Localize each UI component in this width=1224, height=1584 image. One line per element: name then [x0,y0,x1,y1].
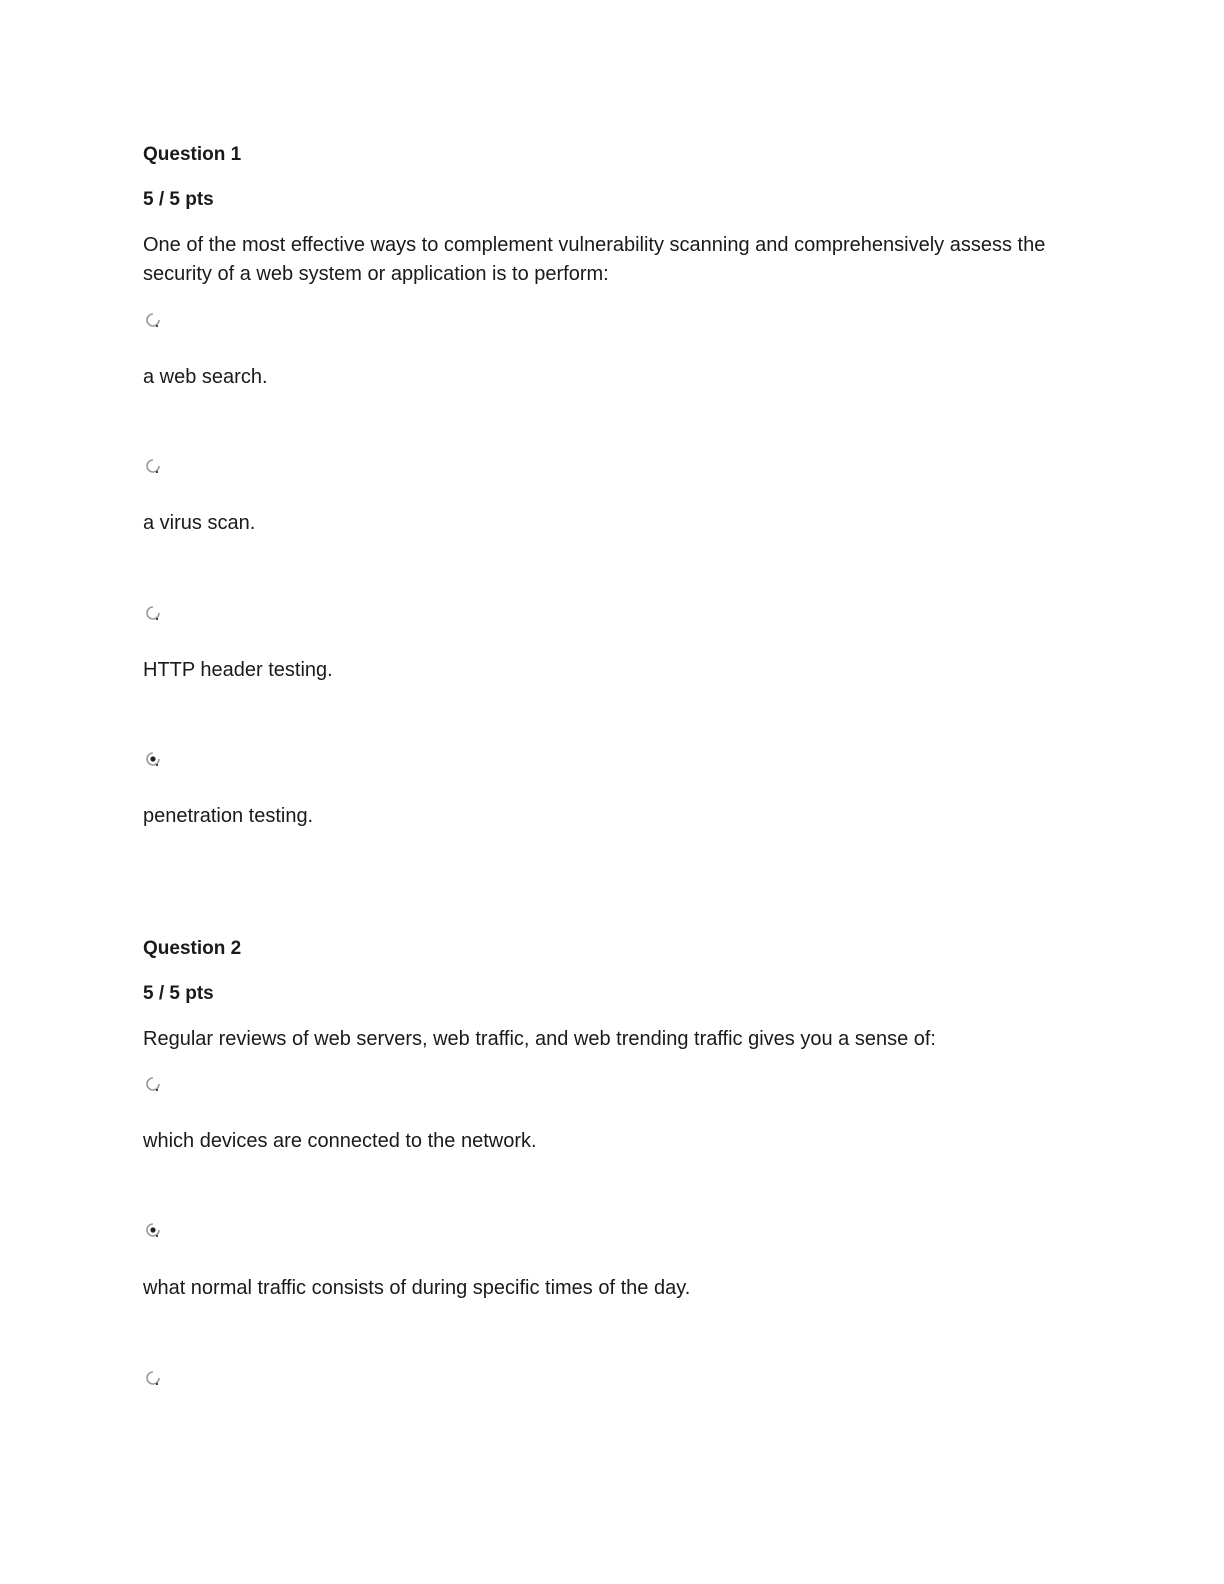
question-2-option-1-label: which devices are connected to the network. [143,1130,537,1152]
question-1-option-2-radio[interactable] [145,458,163,476]
question-1-option-3-label: HTTP header testing. [143,659,333,681]
question-1-option-2-label: a virus scan. [143,512,256,534]
question-2-points: 5 / 5 pts [143,983,214,1004]
question-1-option-4-radio-selected[interactable] [145,751,163,769]
question-2-option-2-label: what normal traffic consists of during specific times of the day. [143,1277,691,1299]
question-2-prompt-line-1: Regular reviews of web servers, web traffic, and web trending traffic gives you a sense of: [143,1028,936,1050]
question-2-option-2-radio-selected[interactable] [145,1222,163,1240]
question-2-option-3-radio[interactable] [145,1370,163,1388]
question-2-option-1-radio[interactable] [145,1076,163,1094]
question-1-title: Question 1 [143,144,242,165]
question-1-option-4-label: penetration testing. [143,805,314,827]
question-1-option-3-radio[interactable] [145,605,163,623]
question-1-prompt-line-1: One of the most effective ways to complement vulnerability scanning and comprehensively assess the [143,234,1046,256]
question-1-points: 5 / 5 pts [143,189,214,210]
question-1-prompt-line-2: security of a web system or application is to perform: [143,263,609,285]
question-1-option-1-label: a web search. [143,366,268,388]
question-1-option-1-radio[interactable] [145,312,163,330]
question-2-title: Question 2 [143,938,242,959]
